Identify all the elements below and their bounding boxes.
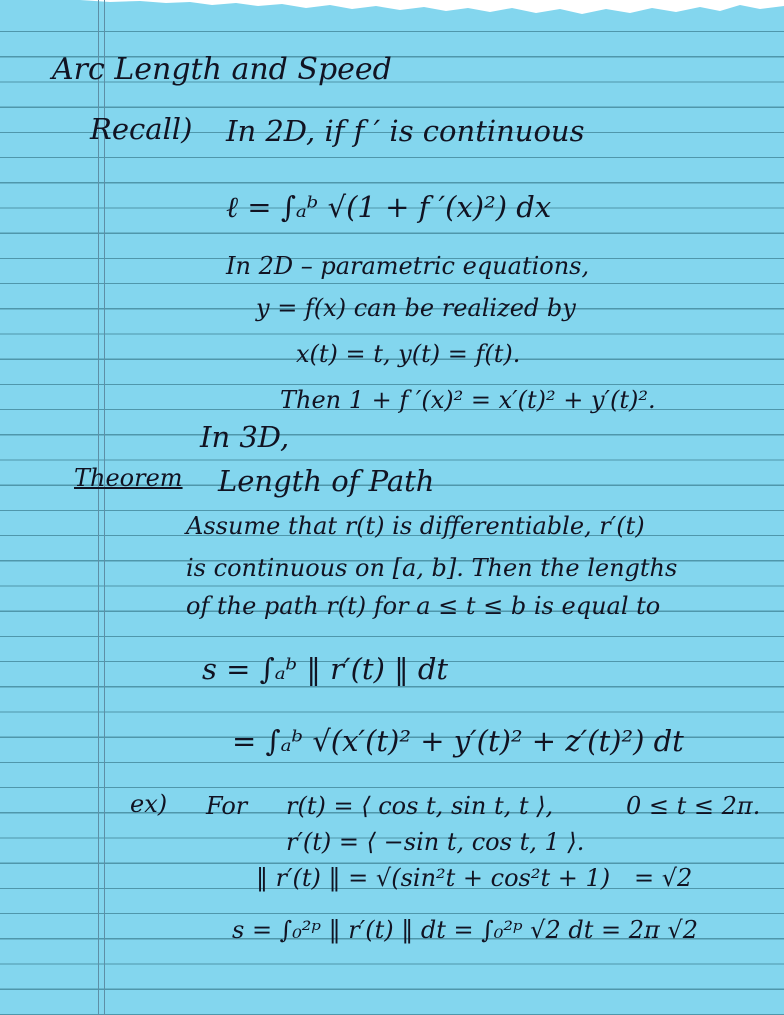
example-s: s = ∫₀²ᵖ ‖ r′(t) ‖ dt = ∫₀²ᵖ √2 dt = 2π √2 — [232, 916, 698, 944]
example-label: ex) — [130, 790, 168, 818]
example-norm: ‖ r′(t) ‖ = √(sin²t + cos²t + 1) — [256, 864, 611, 892]
margin-line-right — [104, 0, 105, 1015]
theorem-line-1: Assume that r(t) is differentiable, r′(t) — [186, 512, 645, 540]
recall-text: In 2D, if f ′ is continuous — [226, 114, 585, 148]
then-line: Then 1 + f ′(x)² = x′(t)² + y′(t)². — [280, 386, 656, 414]
theorem-title: Length of Path — [218, 464, 435, 498]
example-range: 0 ≤ t ≤ 2π. — [626, 792, 761, 820]
example-r: r(t) = ⟨ cos t, sin t, t ⟩, — [286, 792, 554, 820]
example-norm-value: = √2 — [634, 864, 693, 892]
expanded-formula: = ∫ₐᵇ √(x′(t)² + y′(t)² + z′(t)²) dt — [232, 724, 684, 758]
page-title: Arc Length and Speed — [52, 52, 392, 87]
in-3d-label: In 3D, — [200, 420, 290, 454]
arc-length-formula: ℓ = ∫ₐᵇ √(1 + f ′(x)²) dx — [226, 190, 552, 224]
theorem-line-2: is continuous on [a, b]. Then the lengths — [186, 554, 678, 582]
theorem-line-3: of the path r(t) for a ≤ t ≤ b is equal to — [186, 592, 661, 620]
parametric-intro: In 2D – parametric equations, — [226, 252, 590, 280]
realized-line: y = f(x) can be realized by — [256, 294, 576, 322]
theorem-label: Theorem — [74, 464, 183, 492]
s-formula: s = ∫ₐᵇ ‖ r′(t) ‖ dt — [202, 652, 449, 686]
for-word: For — [206, 792, 248, 820]
margin-line-left — [98, 0, 99, 1015]
recall-label: Recall) — [90, 112, 193, 146]
example-r-prime: r′(t) = ⟨ −sin t, cos t, 1 ⟩. — [286, 828, 585, 856]
xy-definition: x(t) = t, y(t) = f(t). — [296, 340, 521, 368]
torn-edge — [0, 0, 784, 22]
